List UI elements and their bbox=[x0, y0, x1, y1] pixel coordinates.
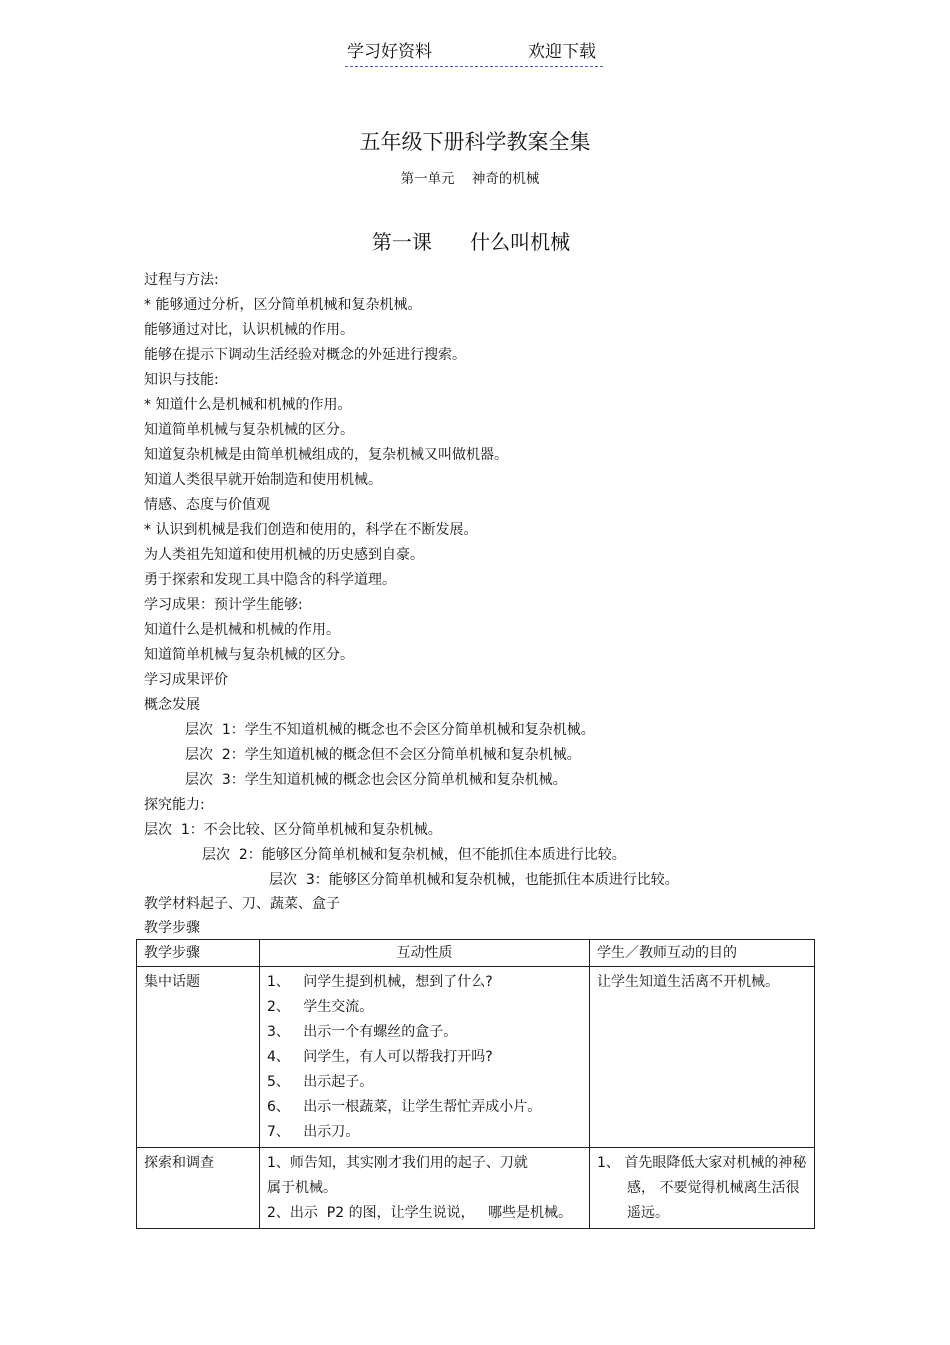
column-header: 教学步骤 bbox=[137, 940, 260, 967]
activity-item: 1、师告知，其实刚才我们用的起子、刀就 bbox=[267, 1155, 528, 1171]
level-line: 层次 2：学生知道机械的概念但不会区分简单机械和复杂机械。 bbox=[185, 747, 581, 763]
page-header bbox=[345, 40, 603, 67]
objective-line: 为人类祖先知道和使用机械的历史感到自豪。 bbox=[144, 547, 424, 563]
objective-line: 知道复杂机械是由简单机械组成的，复杂机械又叫做机器。 bbox=[144, 447, 508, 463]
objective-line: 能够在提示下调动生活经验对概念的外延进行搜索。 bbox=[144, 347, 466, 363]
section-heading: 探究能力: bbox=[144, 797, 205, 813]
materials-line: 教学材料起子、刀、蔬菜、盒子 bbox=[144, 896, 340, 912]
activity-item: 属于机械。 bbox=[267, 1180, 337, 1196]
activity-item: 1、 问学生提到机械，想到了什么? bbox=[267, 974, 493, 990]
activity-item: 6、 出示一根蔬菜，让学生帮忙弄成小片。 bbox=[267, 1099, 542, 1115]
header-left-text: 学习好资料 bbox=[347, 42, 432, 62]
column-header: 互动性质 bbox=[260, 940, 590, 967]
activities-cell bbox=[260, 967, 590, 1148]
level-line: 层次 1：不会比较、区分简单机械和复杂机械。 bbox=[144, 822, 442, 838]
section-heading: 学习成果：预计学生能够: bbox=[144, 597, 303, 613]
goal-text: 1、 首先眼降低大家对机械的神秘感， 不要觉得机械离生活很遥远。 bbox=[597, 1155, 807, 1221]
outcome-line: 知道什么是机械和机械的作用。 bbox=[144, 622, 340, 638]
objective-line: * 认识到机械是我们创造和使用的，科学在不断发展。 bbox=[144, 522, 478, 538]
unit-title: 第一单元 神奇的机械 bbox=[400, 171, 540, 187]
activity-item: 7、 出示刀。 bbox=[267, 1124, 360, 1140]
document-title: 五年级下册科学教案全集 bbox=[359, 130, 591, 154]
section-heading: 过程与方法: bbox=[144, 272, 219, 288]
goal-cell bbox=[590, 967, 815, 1148]
table-row bbox=[137, 967, 815, 1148]
objective-line: 知道简单机械与复杂机械的区分。 bbox=[144, 422, 354, 438]
level-line: 层次 3：学生知道机械的概念也会区分简单机械和复杂机械。 bbox=[185, 772, 567, 788]
section-heading: 知识与技能: bbox=[144, 372, 219, 388]
section-heading: 教学步骤 bbox=[144, 920, 200, 936]
outcome-line: 知道简单机械与复杂机械的区分。 bbox=[144, 647, 354, 663]
column-header: 学生／教师互动的目的 bbox=[590, 940, 815, 967]
lesson-title: 第一课 什么叫机械 bbox=[371, 230, 571, 254]
section-heading: 情感、态度与价值观 bbox=[144, 497, 270, 513]
objective-line: 勇于探索和发现工具中隐含的科学道理。 bbox=[144, 572, 396, 588]
goal-cell bbox=[590, 1148, 815, 1229]
objective-line: 知道人类很早就开始制造和使用机械。 bbox=[144, 472, 382, 488]
table-row bbox=[137, 1148, 815, 1229]
level-line: 层次 2：能够区分简单机械和复杂机械，但不能抓住本质进行比较。 bbox=[202, 847, 626, 863]
activity-item: 2、 学生交流。 bbox=[267, 999, 374, 1015]
section-heading: 概念发展 bbox=[144, 697, 200, 713]
level-line: 层次 3：能够区分简单机械和复杂机械，也能抓住本质进行比较。 bbox=[269, 872, 679, 888]
goal-text: 让学生知道生活离不开机械。 bbox=[597, 974, 779, 990]
objective-line: 能够通过对比，认识机械的作用。 bbox=[144, 322, 354, 338]
activities-cell bbox=[260, 1148, 590, 1229]
header-right-text: 欢迎下载 bbox=[528, 42, 596, 62]
step-cell: 探索和调查 bbox=[137, 1148, 260, 1229]
objective-line: * 能够通过分析，区分简单机械和复杂机械。 bbox=[144, 297, 422, 313]
section-heading: 学习成果评价 bbox=[144, 672, 228, 688]
activity-item: 4、 问学生，有人可以帮我打开吗? bbox=[267, 1049, 493, 1065]
level-line: 层次 1：学生不知道机械的概念也不会区分简单机械和复杂机械。 bbox=[185, 722, 595, 738]
activity-item: 5、 出示起子。 bbox=[267, 1074, 374, 1090]
step-cell: 集中话题 bbox=[137, 967, 260, 1148]
table-header-row bbox=[137, 940, 815, 967]
objective-line: * 知道什么是机械和机械的作用。 bbox=[144, 397, 352, 413]
teaching-steps-table bbox=[136, 939, 815, 1229]
activity-item: 3、 出示一个有螺丝的盒子。 bbox=[267, 1024, 458, 1040]
activity-item: 2、出示 P2 的图，让学生说说， 哪些是机械。 bbox=[267, 1205, 572, 1221]
